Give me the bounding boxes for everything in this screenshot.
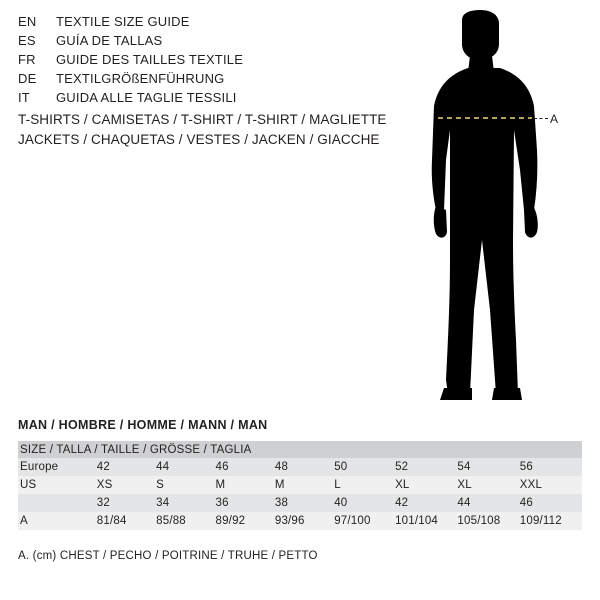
- cell-us-7: XXL: [519, 479, 543, 491]
- cell-europe-6: 54: [457, 461, 471, 473]
- language-code-de: DE: [18, 71, 37, 86]
- category-jackets: JACKETS / CHAQUETAS / VESTES / JACKEN / GIACCHE: [18, 132, 380, 147]
- cell-us-2: M: [215, 479, 226, 491]
- language-code-fr: FR: [18, 52, 36, 67]
- language-text-it: GUIDA ALLE TAGLIE TESSILI: [56, 90, 237, 105]
- row-label-us: US: [20, 479, 37, 491]
- cell-a-0: 81/84: [96, 515, 127, 527]
- row-label-europe: Europe: [20, 461, 59, 473]
- table-header-label: SIZE / TALLA / TAILLE / GRÖSSE / TAGLIA: [20, 443, 252, 456]
- size-table: [18, 441, 582, 530]
- row-label-us-numeric: [18, 494, 97, 512]
- cell-usnum-6: 44: [457, 497, 471, 509]
- cell-europe-7: 56: [519, 461, 533, 473]
- chest-marker-leader: [534, 118, 548, 119]
- body-figure: [400, 10, 600, 405]
- cell-europe-5: 52: [395, 461, 409, 473]
- cell-usnum-7: 46: [519, 497, 533, 509]
- cell-europe-4: 50: [334, 461, 348, 473]
- cell-us-3: M: [274, 479, 285, 491]
- cell-usnum-3: 38: [274, 497, 289, 509]
- table-row: [18, 476, 582, 494]
- cell-usnum-2: 36: [215, 497, 229, 509]
- cell-a-6: 105/108: [457, 515, 501, 527]
- table-row: [18, 494, 582, 512]
- language-row-fr: [18, 52, 368, 71]
- language-text-fr: GUIDE DES TAILLES TEXTILE: [56, 52, 244, 67]
- cell-usnum-0: 32: [96, 497, 110, 509]
- cell-a-5: 101/104: [395, 515, 439, 527]
- language-code-en: EN: [18, 14, 37, 29]
- language-row-es: [18, 33, 368, 52]
- language-row-de: [18, 71, 368, 90]
- language-list: [18, 14, 368, 109]
- cell-usnum-5: 42: [395, 497, 409, 509]
- cell-a-1: 85/88: [156, 515, 186, 527]
- cell-a-4: 97/100: [334, 515, 371, 527]
- cell-a-3: 93/96: [274, 515, 305, 527]
- cell-usnum-1: 34: [156, 497, 170, 509]
- cell-us-5: XL: [395, 479, 410, 491]
- language-row-it: [18, 90, 368, 109]
- language-text-es: GUÍA DE TALLAS: [56, 33, 163, 48]
- cell-europe-1: 44: [156, 461, 170, 473]
- chest-marker-label: A: [550, 112, 559, 126]
- cell-a-7: 109/112: [519, 515, 562, 527]
- category-tshirts: T-SHIRTS / CAMISETAS / T-SHIRT / T-SHIRT / MAGLIETTE: [18, 112, 387, 127]
- garment-categories: [18, 110, 418, 150]
- cell-us-6: XL: [457, 479, 472, 491]
- table-heading: MAN / HOMBRE / HOMME / MANN / MAN: [18, 418, 268, 432]
- cell-europe-3: 48: [274, 461, 289, 473]
- cell-us-4: L: [334, 479, 341, 491]
- language-code-it: IT: [18, 90, 30, 105]
- table-header-row: [18, 441, 582, 458]
- language-text-en: TEXTILE SIZE GUIDE: [56, 14, 190, 29]
- table-row: [18, 458, 582, 476]
- cell-us-0: XS: [96, 479, 113, 491]
- language-text-de: TEXTILGRÖßENFÜHRUNG: [56, 71, 225, 86]
- cell-europe-2: 46: [215, 461, 229, 473]
- male-silhouette: [432, 10, 538, 400]
- table-row: [18, 512, 582, 530]
- cell-us-1: S: [156, 479, 164, 491]
- cell-europe-0: 42: [96, 461, 110, 473]
- cell-usnum-4: 40: [334, 497, 348, 509]
- cell-a-2: 89/92: [215, 515, 246, 527]
- language-row-en: [18, 14, 368, 33]
- row-label-a: A: [20, 515, 28, 527]
- language-code-es: ES: [18, 33, 36, 48]
- footnote: A. (cm) CHEST / PECHO / POITRINE / TRUHE / PETTO: [18, 550, 318, 562]
